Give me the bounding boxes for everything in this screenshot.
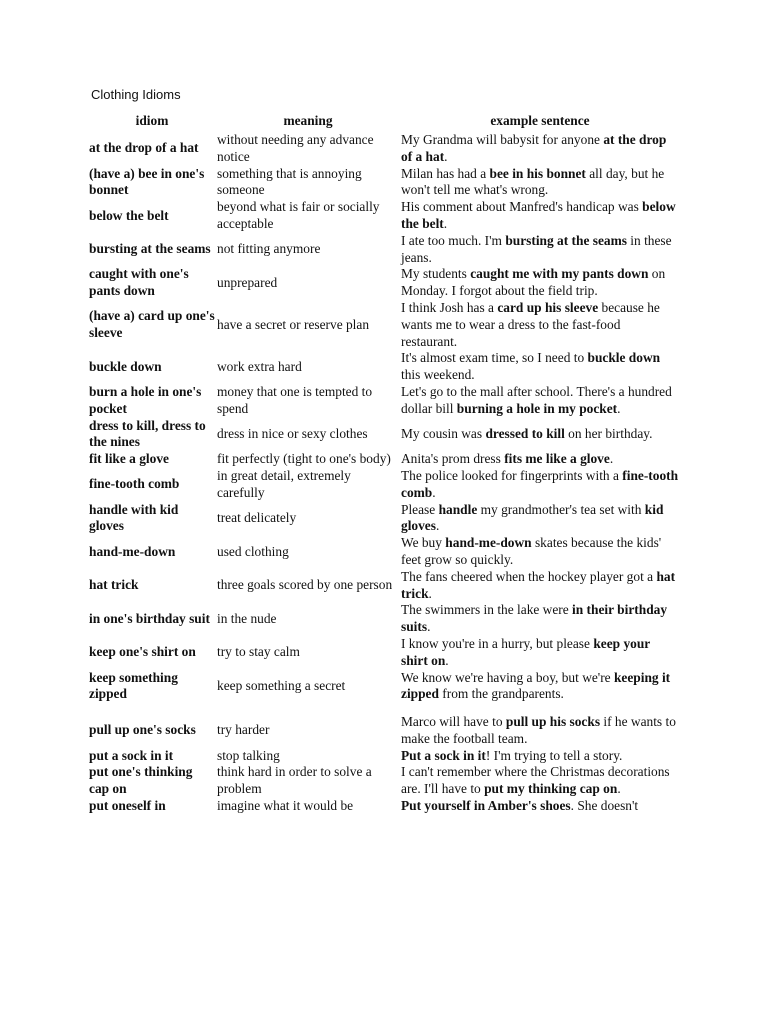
example-highlight: Put yourself in Amber's shoes (401, 798, 571, 814)
example-cell (400, 300, 680, 350)
table-row (88, 350, 680, 384)
example-text: on Monday. I forgot about the field trip. (401, 266, 666, 299)
meaning-cell: unprepared (217, 274, 278, 290)
example-text: Anita's prom dress (401, 451, 505, 467)
example-text: We buy (401, 535, 446, 551)
example-cell (400, 451, 680, 468)
example-cell (400, 199, 680, 233)
table-row (88, 166, 680, 200)
idiom-cell: (have a) card up one's sleeve (89, 308, 215, 341)
idiom-cell: put one's thinking cap on (89, 764, 193, 797)
example-cell (400, 418, 680, 452)
example-cell (400, 670, 680, 704)
table-row (88, 764, 680, 798)
example-cell (400, 636, 680, 670)
example-highlight: hat trick (401, 568, 676, 601)
meaning-cell: without needing any advance notice (217, 132, 374, 164)
idiom-cell: fine-tooth comb (89, 476, 180, 492)
example-highlight: bee in his bonnet (489, 165, 586, 181)
meaning-cell: beyond what is fair or socially acceptable (217, 199, 380, 231)
example-text: The police looked for fingerprints with a (401, 467, 623, 483)
example-highlight: handle (438, 501, 478, 517)
idiom-cell: caught with one's pants down (89, 266, 189, 299)
example-text: . (432, 484, 436, 500)
idiom-cell: (have a) bee in one's bonnet (89, 165, 205, 198)
example-cell (400, 468, 680, 502)
idiom-cell: keep one's shirt on (89, 644, 196, 660)
table-row (88, 199, 680, 233)
example-cell (400, 798, 680, 815)
example-cell (400, 703, 680, 748)
example-text: skates because the kids' feet grow so quickly. (401, 535, 662, 567)
example-highlight: keep your shirt on (401, 635, 650, 668)
meaning-cell: not fitting anymore (217, 241, 321, 257)
example-highlight: burning a hole in my pocket (456, 400, 618, 416)
example-text: . (427, 619, 431, 635)
example-highlight: card up his sleeve (497, 299, 599, 315)
example-text: . (428, 585, 432, 601)
example-highlight: at the drop of a hat (401, 132, 667, 164)
table-row (88, 602, 680, 636)
example-text: if he wants to make the football team. (401, 714, 676, 746)
example-text: His comment about Manfred's handicap was (401, 199, 643, 215)
example-cell (400, 384, 680, 418)
example-cell (400, 233, 680, 267)
meaning-cell: try harder (217, 722, 270, 738)
example-cell (400, 569, 680, 603)
example-text: . (609, 451, 614, 467)
example-highlight: below the belt (401, 199, 676, 231)
example-highlight: hand-me-down (445, 535, 532, 551)
example-cell (400, 764, 680, 798)
meaning-cell: in great detail, extremely carefully (217, 467, 351, 500)
idiom-cell: in one's birthday suit (89, 610, 210, 626)
meaning-cell: used clothing (217, 543, 289, 559)
example-text: Marco will have to (401, 714, 506, 730)
example-cell (400, 602, 680, 636)
example-text: from the grandparents. (438, 686, 564, 702)
meaning-cell: something that is annoying someone (217, 165, 362, 198)
meaning-cell: in the nude (217, 610, 277, 626)
idiom-table-body (88, 132, 680, 815)
table-row (88, 468, 680, 502)
example-cell (400, 535, 680, 569)
meaning-cell: fit perfectly (tight to one's body) (217, 451, 391, 467)
idiom-cell: fit like a glove (89, 451, 169, 467)
table-row (88, 748, 680, 765)
example-highlight: kid gloves (401, 501, 664, 534)
table-row (88, 451, 680, 468)
example-highlight: put my thinking cap on (484, 781, 618, 797)
example-text: on her birthday. (564, 425, 653, 441)
table-row (88, 569, 680, 603)
table-row (88, 798, 680, 815)
example-text: . (617, 781, 621, 797)
example-text: in these jeans. (401, 232, 672, 265)
example-cell (400, 350, 680, 384)
example-text: I ate too much. I'm (401, 232, 506, 248)
example-highlight: dressed to kill (485, 425, 565, 441)
table-row (88, 266, 680, 300)
example-text: ! I'm trying to tell a story. (485, 747, 623, 763)
example-text: My cousin was (401, 425, 486, 441)
idiom-cell: at the drop of a hat (89, 140, 199, 156)
example-cell (400, 166, 680, 200)
example-text: The swimmers in the lake were (401, 602, 573, 618)
example-text: my grandmother's tea set with (477, 501, 645, 517)
example-text: . (443, 215, 448, 231)
example-text: We know we're having a boy, but we're (401, 669, 614, 685)
idiom-cell: below the belt (89, 207, 169, 223)
header-idiom: idiom (135, 113, 169, 129)
meaning-cell: imagine what it would be (217, 798, 354, 814)
example-highlight: bursting at the seams (505, 232, 627, 248)
meaning-cell: keep something a secret (217, 677, 346, 693)
example-text: I can't remember where the Christmas decorations are. I'll have to (401, 764, 670, 797)
example-text: this weekend. (401, 367, 475, 383)
example-cell (400, 748, 680, 765)
meaning-cell: try to stay calm (217, 644, 300, 660)
idiom-cell: pull up one's socks (89, 722, 196, 738)
meaning-cell: work extra hard (217, 358, 302, 374)
table-row (88, 502, 680, 536)
idiom-cell: put a sock in it (89, 747, 174, 763)
example-text: I think Josh has a (401, 299, 498, 315)
example-text: because he wants me to wear a dress to the fast-food restaurant. (401, 299, 660, 349)
example-text: . (435, 518, 440, 534)
meaning-cell: three goals scored by one person (217, 577, 393, 593)
example-text: Please (401, 501, 439, 517)
example-text: My students (401, 266, 471, 282)
idiom-cell: dress to kill, dress to the nines (89, 417, 206, 450)
example-text: . (444, 148, 448, 164)
table-row (88, 535, 680, 569)
idiom-cell: hand-me-down (89, 543, 176, 559)
meaning-cell: have a secret or reserve plan (217, 316, 370, 332)
header-example: example sentence (490, 113, 590, 129)
idiom-cell: handle with kid gloves (89, 501, 179, 534)
example-highlight: pull up his socks (505, 714, 601, 730)
example-cell (400, 266, 680, 300)
idiom-cell: buckle down (89, 358, 162, 374)
example-highlight: keeping it zipped (401, 669, 671, 702)
example-cell (400, 502, 680, 536)
idiom-cell: keep something zipped (89, 669, 178, 702)
example-text: My Grandma will babysit for anyone (401, 132, 604, 147)
example-highlight: caught me with my pants down (470, 266, 649, 282)
example-text: Milan has had a (401, 165, 490, 181)
example-highlight: in their birthday suits (401, 602, 668, 635)
example-cell (400, 132, 680, 166)
idiom-cell: burn a hole in one's pocket (89, 383, 202, 416)
example-text: I know you're in a hurry, but please (401, 635, 594, 651)
document-title: Clothing Idioms (91, 87, 181, 102)
idiom-cell: put oneself in (89, 798, 166, 814)
example-text: all day, but he won't tell me what's wrong. (401, 165, 665, 198)
idiom-table (88, 113, 680, 815)
table-row (88, 132, 680, 166)
table-row (88, 636, 680, 670)
example-text: The fans cheered when the hockey player got a (401, 568, 657, 584)
table-row (88, 418, 680, 452)
table-row (88, 703, 680, 748)
example-text: . (445, 652, 449, 668)
header-meaning: meaning (283, 113, 333, 129)
example-text: . She doesn't (570, 798, 639, 814)
meaning-cell: dress in nice or sexy clothes (217, 425, 368, 441)
example-highlight: Put a sock in it (401, 747, 486, 763)
table-row (88, 300, 680, 350)
meaning-cell: treat delicately (217, 509, 297, 525)
example-highlight: fits me like a glove (504, 451, 610, 467)
example-text: . (617, 400, 621, 416)
example-highlight: buckle down (587, 350, 661, 366)
meaning-cell: think hard in order to solve a problem (217, 764, 372, 797)
header-row (88, 113, 680, 132)
table-row (88, 233, 680, 267)
meaning-cell: money that one is tempted to spend (217, 383, 373, 416)
table-row (88, 384, 680, 418)
example-highlight: fine-tooth comb (401, 467, 679, 500)
idiom-cell: bursting at the seams (89, 241, 211, 257)
example-text: Let's go to the mall after school. There's a hundred dollar bill (401, 383, 672, 416)
table-row (88, 670, 680, 704)
meaning-cell: stop talking (217, 747, 280, 763)
idiom-cell: hat trick (89, 577, 139, 593)
example-text: It's almost exam time, so I need to (401, 350, 588, 366)
